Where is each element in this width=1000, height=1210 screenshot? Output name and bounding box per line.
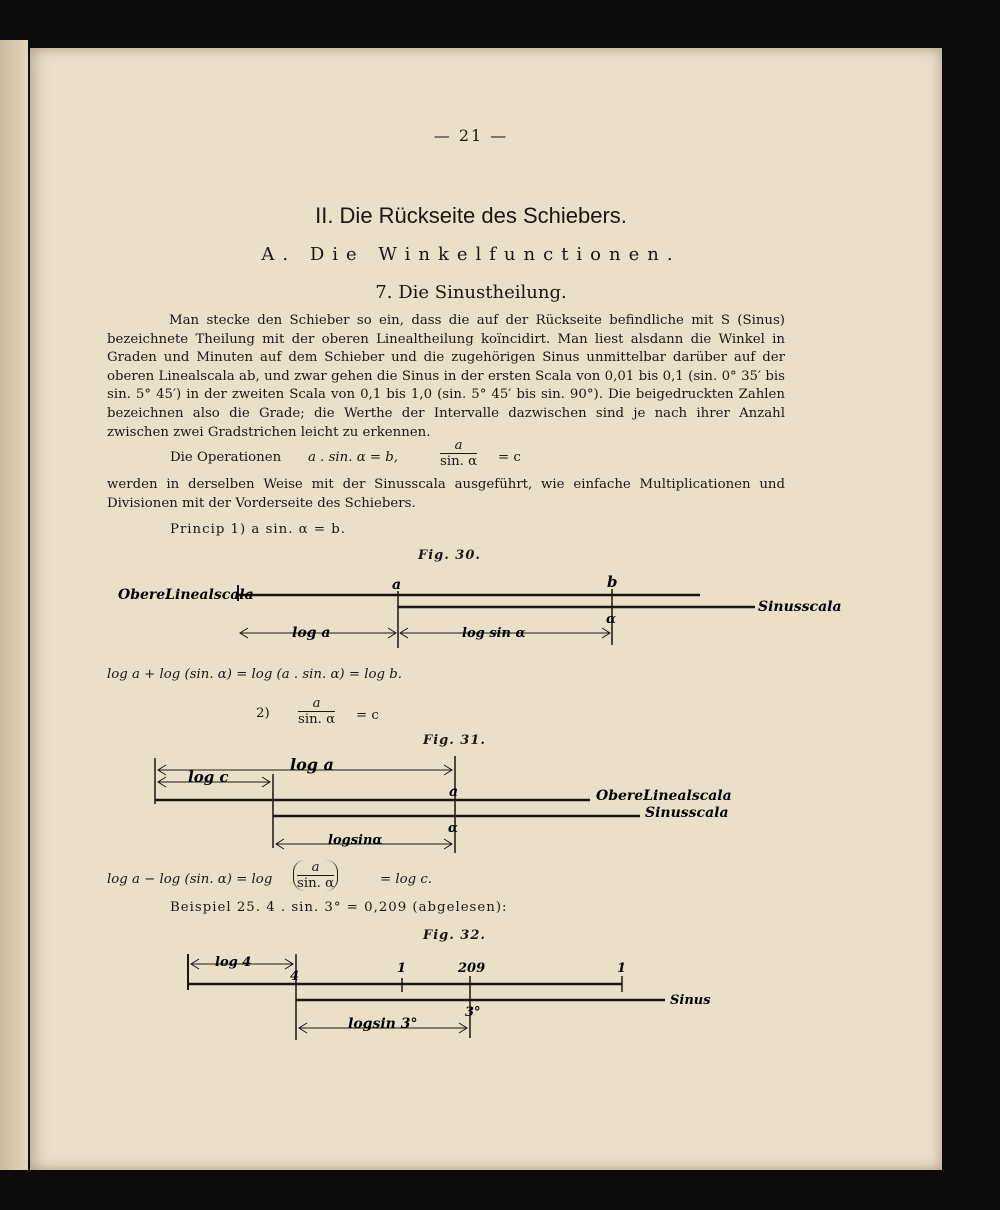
fig30-span-log-sin: log sin α: [462, 626, 526, 641]
equation-log-2-fraction: [293, 860, 338, 891]
fig30-mark-b: b: [607, 573, 618, 591]
fig32-mark-4: 4: [290, 969, 300, 984]
equation-2-number: 2): [256, 706, 270, 721]
fig32-arrowheads: [191, 959, 467, 1033]
fig32-lower-label: Sinus: [670, 993, 711, 1008]
fig31-span-log-a: log a: [290, 755, 334, 774]
fraction-denominator: sin. α: [298, 712, 336, 727]
fig31-diagram: [30, 748, 910, 863]
fig32-span-log4: log 4: [215, 955, 252, 970]
fig31-span-log-sin: logsinα: [328, 833, 383, 848]
equation-2-rest: = c: [356, 708, 379, 723]
fig32-caption: Fig. 32.: [423, 928, 486, 943]
operations-fraction: [440, 438, 477, 469]
fig32-diagram: [30, 948, 910, 1048]
fraction-denominator: sin. α: [297, 876, 335, 891]
fig31-lower-label: Sinusscala: [645, 805, 729, 821]
example-line: Beispiel 25. 4 . sin. 3° = 0,209 (abgelesen):: [170, 900, 508, 915]
fig30-span-log-a: log a: [292, 625, 331, 641]
section-heading: II. Die Rückseite des Schiebers.: [315, 203, 627, 228]
fig32-span-logsin3: logsin 3°: [348, 1016, 418, 1032]
equation-2-fraction: [298, 696, 335, 727]
intro-paragraph: Man stecke den Schieber so ein, dass die auf der Rückseite befindliche mit S (Sinus) bezeichnete Theilung mit der oberen Linealtheilung koïncidirt. Man liest alsdann die Winkel in Graden und Minuten auf dem Schieber und die zugehörigen Sinus unmittelbar darüber auf der oberen Linealscala ab, und zwar gehen die Sinus in der ersten Scala von 0,01 bis 0,1 (sin. 0° 35′ bis sin. 5° 45′) in der zweiten Scala von 0,1 bis 1,0 (sin. 5° 45′ bis sin. 90°). Die beigedruckten Zahlen bezeichnen also die Grade; die Werthe der Intervalle dazwischen sind je nach ihrer Anzahl zwischen zwei Gradstrichen leicht zu erkennen.: [107, 313, 785, 440]
fig30-upper-label: ObereLinealscala: [118, 587, 254, 603]
fig30-mark-a: a: [392, 577, 402, 593]
operations-paragraph: werden in derselben Weise mit der Sinusscala ausgeführt, wie einfache Multiplicationen und Divisionen mit der Vorderseite des Schiebers.: [107, 477, 785, 511]
page-number: — 21 —: [433, 126, 509, 145]
principle-line: Princip 1) a sin. α = b.: [170, 522, 346, 537]
fig30-mark-alpha: α: [606, 612, 617, 627]
subsubsection-heading: 7. Die Sinustheilung.: [375, 282, 567, 303]
left-page-edge: [0, 40, 28, 1170]
fig31-caption: Fig. 31.: [423, 733, 486, 748]
fig32-mark-1b: 1: [617, 961, 627, 976]
fig31-span-log-c: log c: [188, 768, 229, 786]
fig32-mark-209: 209: [458, 961, 486, 976]
fig32-mark-3deg: 3°: [465, 1005, 481, 1020]
subsection-heading: A. Die Winkelfunctionen.: [261, 244, 681, 265]
fig31-mark-alpha: α: [448, 821, 459, 836]
equation-log-2-left: log a − log (sin. α) = log: [107, 872, 273, 887]
fig30-diagram: [30, 573, 910, 673]
equation-log-2-right: = log c.: [380, 872, 433, 887]
fig30-caption: Fig. 30.: [418, 548, 481, 563]
fig30-lower-label: Sinusscala: [758, 599, 842, 615]
operations-equation-2: = c: [498, 450, 521, 465]
fraction-denominator: sin. α: [440, 454, 478, 469]
fig31-upper-label: ObereLinealscala: [596, 788, 732, 804]
book-page: [30, 48, 942, 1170]
fraction-numerator: a: [298, 696, 335, 712]
operations-equation-1: a . sin. α = b,: [308, 450, 399, 465]
fraction-numerator: a: [440, 438, 477, 454]
fraction-numerator: a: [297, 860, 334, 876]
fig31-mark-a: a: [449, 784, 459, 800]
fig32-mark-1a: 1: [397, 961, 407, 976]
equation-log-1: log a + log (sin. α) = log (a . sin. α) = log b.: [107, 667, 402, 682]
operations-prefix: Die Operationen: [170, 450, 282, 465]
